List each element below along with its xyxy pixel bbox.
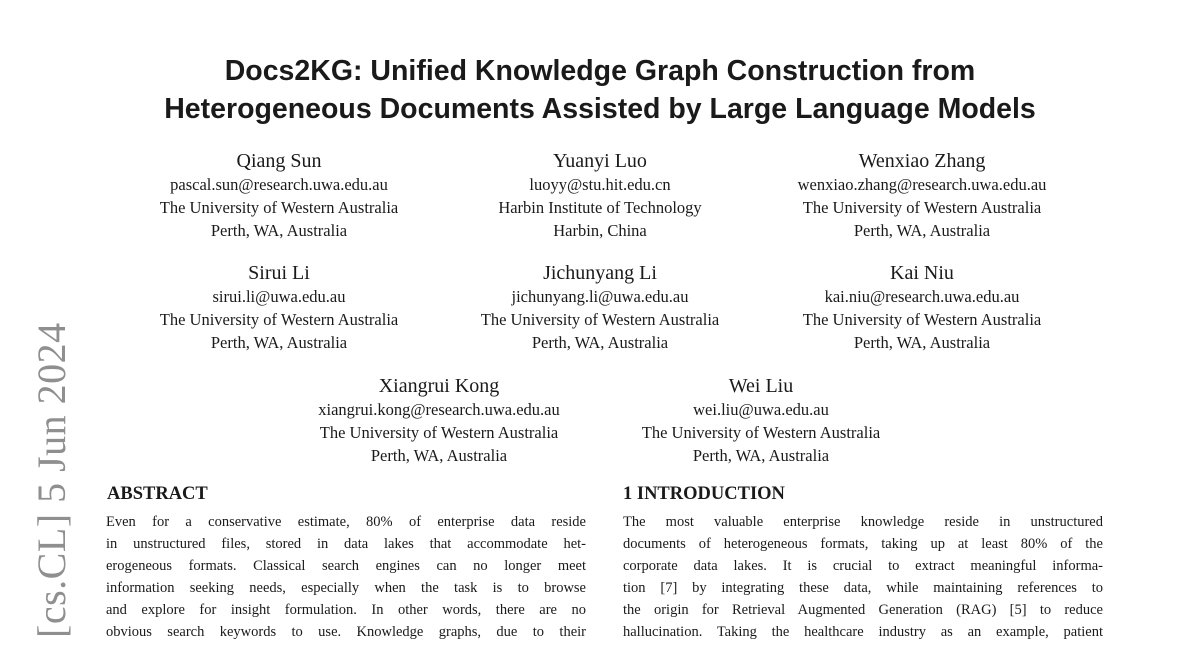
introduction-line: corporate data lakes. It is crucial to extract meaningful informa- (623, 558, 1103, 574)
author-email[interactable]: sirui.li@uwa.edu.au (212, 287, 346, 306)
abstract-line: Even for a conservative estimate, 80% of enterprise data reside (106, 514, 586, 530)
abstract-line: obvious search keywords to use. Knowledge graphs, due to their (106, 624, 586, 640)
author-email[interactable]: xiangrui.kong@research.uwa.edu.au (318, 400, 560, 419)
introduction-body (623, 511, 1103, 643)
author-email[interactable]: kai.niu@research.uwa.edu.au (824, 287, 1020, 306)
abstract-line: erogeneous formats. Classical search engines can no longer meet (106, 558, 586, 574)
author-name: Xiangrui Kong (378, 375, 500, 397)
author-name: Wei Liu (728, 375, 794, 397)
author-name: Yuanyi Luo (553, 150, 647, 172)
author-email[interactable]: wenxiao.zhang@research.uwa.edu.au (797, 175, 1047, 194)
author-block (762, 261, 1082, 354)
author-location: Perth, WA, Australia (370, 446, 508, 465)
author-block (440, 261, 760, 354)
author-affiliation: The University of Western Australia (641, 423, 881, 442)
arxiv-stamp: [cs.CL] 5 Jun 2024 (29, 322, 74, 638)
author-location: Perth, WA, Australia (692, 446, 830, 465)
author-affiliation: The University of Western Australia (319, 423, 559, 442)
author-name: Wenxiao Zhang (858, 150, 986, 172)
abstract-heading: ABSTRACT (107, 484, 208, 504)
introduction-line: The most valuable enterprise knowledge reside in unstructured (623, 514, 1103, 530)
title-line-1: Docs2KG: Unified Knowledge Graph Construction from (224, 55, 976, 87)
abstract-line: and explore for insight formulation. In other words, there are no (106, 602, 586, 618)
title-line-2: Heterogeneous Documents Assisted by Large Language Models (164, 93, 1036, 125)
introduction-line: hallucination. Taking the healthcare industry as an example, patient (623, 624, 1103, 640)
author-block (119, 149, 439, 242)
author-block (279, 374, 599, 467)
introduction-heading: 1 INTRODUCTION (623, 484, 785, 504)
author-location: Perth, WA, Australia (853, 333, 991, 352)
abstract-body (106, 511, 586, 643)
author-location: Harbin, China (553, 221, 647, 240)
author-block (440, 149, 760, 242)
introduction-line: documents of heterogeneous formats, taking up at least 80% of the (623, 536, 1103, 552)
author-affiliation: The University of Western Australia (802, 310, 1042, 329)
author-name: Jichunyang Li (543, 262, 657, 284)
author-email[interactable]: luoyy@stu.hit.edu.cn (529, 175, 671, 194)
abstract-line: in unstructured files, stored in data lakes that accommodate het- (106, 536, 586, 552)
author-location: Perth, WA, Australia (853, 221, 991, 240)
abstract-line: information seeking needs, especially when the task is to browse (106, 580, 586, 596)
author-affiliation: The University of Western Australia (480, 310, 720, 329)
author-affiliation: Harbin Institute of Technology (498, 198, 702, 217)
author-affiliation: The University of Western Australia (159, 198, 399, 217)
author-name: Qiang Sun (236, 150, 322, 172)
introduction-line: the origin for Retrieval Augmented Generation (RAG) [5] to reduce (623, 602, 1103, 618)
paper-title (60, 52, 1140, 128)
author-location: Perth, WA, Australia (210, 221, 348, 240)
author-affiliation: The University of Western Australia (802, 198, 1042, 217)
author-email[interactable]: pascal.sun@research.uwa.edu.au (170, 175, 388, 194)
author-location: Perth, WA, Australia (210, 333, 348, 352)
author-email[interactable]: wei.liu@uwa.edu.au (693, 400, 829, 419)
author-name: Sirui Li (248, 262, 310, 284)
introduction-line: tion [7] by integrating these data, while maintaining references to (623, 580, 1103, 596)
author-email[interactable]: jichunyang.li@uwa.edu.au (511, 287, 689, 306)
author-location: Perth, WA, Australia (531, 333, 669, 352)
author-block (601, 374, 921, 467)
author-block (119, 261, 439, 354)
author-affiliation: The University of Western Australia (159, 310, 399, 329)
author-block (762, 149, 1082, 242)
author-name: Kai Niu (890, 262, 954, 284)
